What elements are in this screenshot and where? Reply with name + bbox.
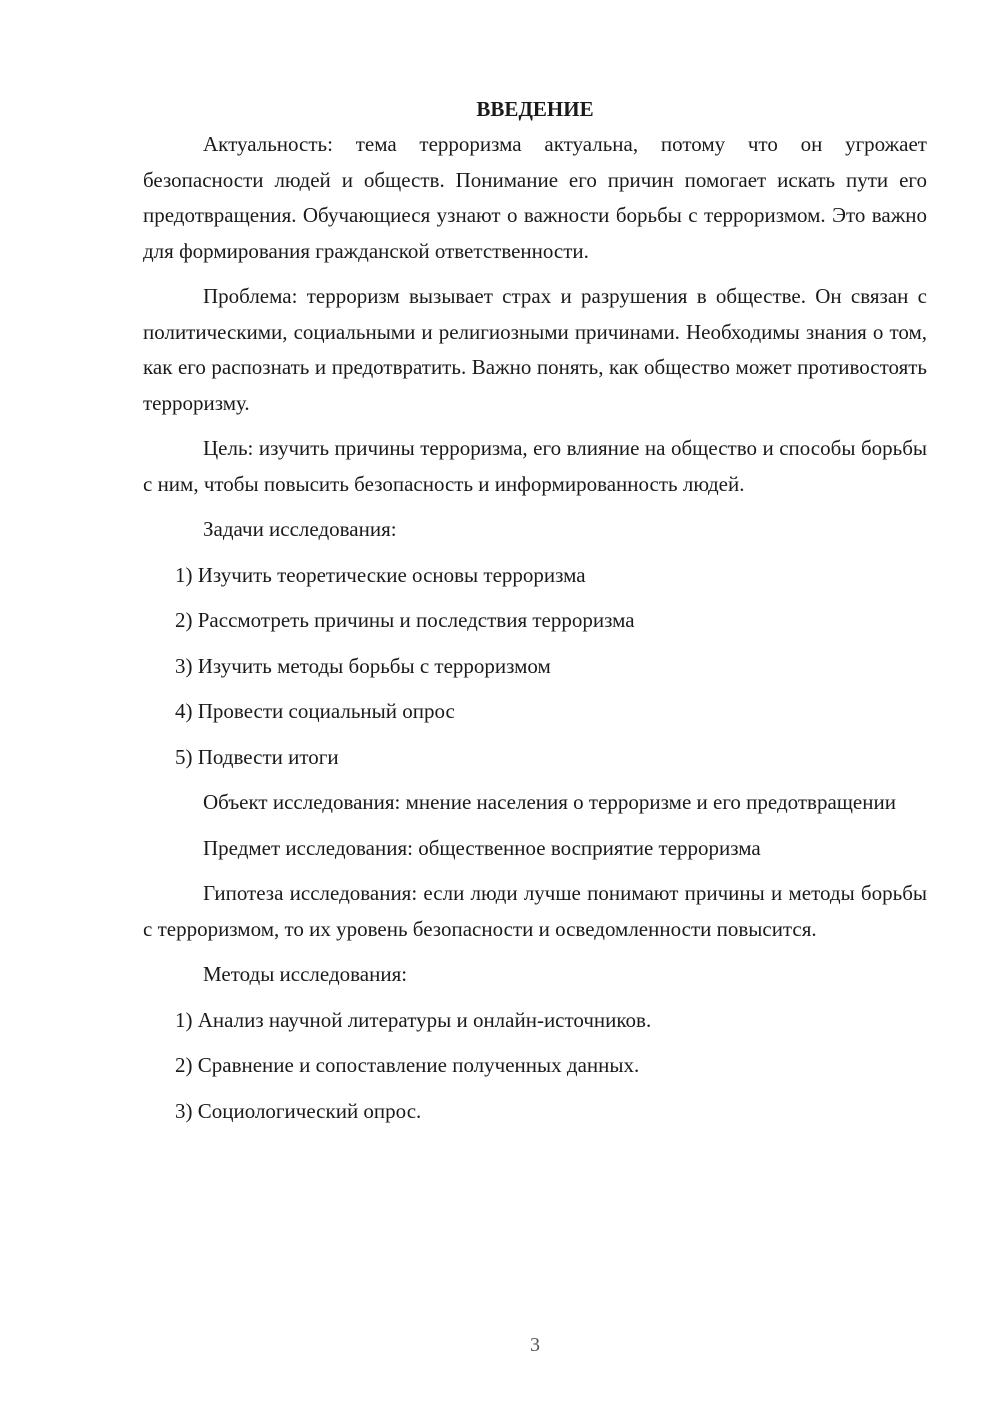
document-body: [143, 92, 927, 1139]
page-number: 3: [530, 1334, 540, 1356]
list-item: 4) Провести социальный опрос: [175, 699, 455, 723]
problem-paragraph: Проблема: терроризм вызывает страх и разрушения в обществе. Он связан с политическими, социальными и религиозными причинами. Необходимы знания о том, как его распознать и предотвратить. Важно понять, как общество может противостоять терроризму.: [143, 284, 927, 415]
list-item: 2) Сравнение и сопоставление полученных данных.: [175, 1053, 640, 1077]
goal-paragraph: Цель: изучить причины терроризма, его влияние на общество и способы борьбы с ним, чтобы повысить безопасность и информированность людей.: [143, 436, 927, 496]
hypothesis-paragraph: Гипотеза исследования: если люди лучше понимают причины и методы борьбы с терроризмом, то их уровень безопасности и осведомленности повысится.: [143, 881, 927, 941]
list-item: 3) Социологический опрос.: [175, 1098, 422, 1123]
subject-paragraph: Предмет исследования: общественное восприятие терроризма: [203, 835, 761, 860]
list-item: 1) Изучить теоретические основы терроризма: [175, 562, 586, 587]
methods-heading: Методы исследования:: [203, 962, 408, 986]
tasks-list: [143, 558, 927, 786]
object-paragraph: Объект исследования: мнение населения о терроризме и его предотвращении: [203, 790, 896, 814]
list-item: 3) Изучить методы борьбы с терроризмом: [175, 653, 551, 678]
methods-list: [143, 1003, 927, 1140]
list-item: 2) Рассмотреть причины и последствия терроризма: [175, 608, 635, 632]
list-item: 5) Подвести итоги: [175, 744, 339, 769]
page-title: ВВЕДЕНИЕ: [476, 97, 594, 121]
list-item: 1) Анализ научной литературы и онлайн-источников.: [175, 1007, 652, 1032]
relevance-paragraph: Актуальность: тема терроризма актуальна, потому что он угрожает безопасности людей и обществ. Понимание его причин помогает искать пути его предотвращения. Обучающиеся узнают о важности борьбы с терроризмом. Это важно для формирования гражданской ответственности.: [143, 132, 927, 263]
tasks-heading: Задачи исследования:: [203, 517, 397, 541]
